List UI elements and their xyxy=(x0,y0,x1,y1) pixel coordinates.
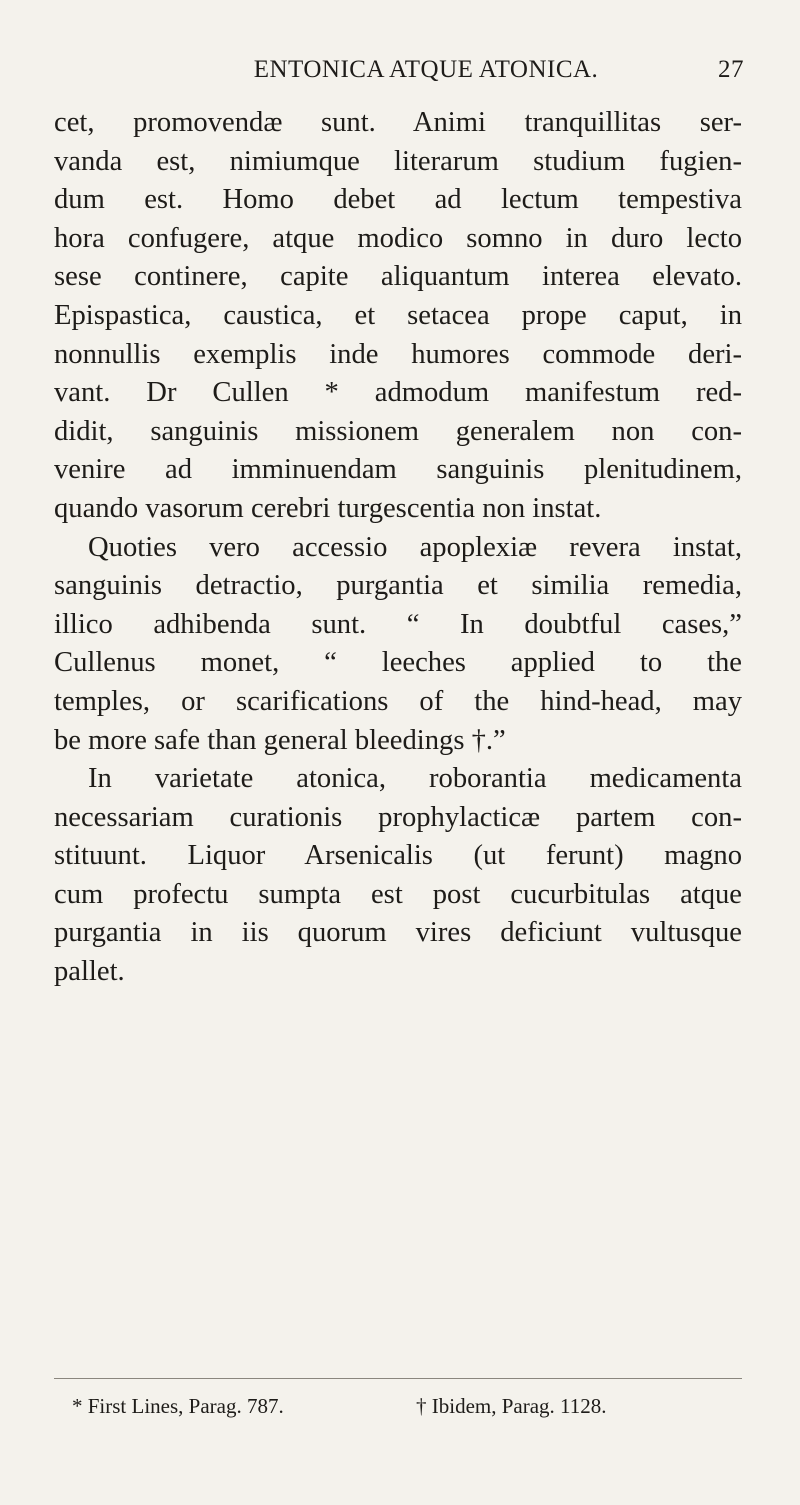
text-line: be more safe than general bleedings †.” xyxy=(54,724,506,756)
text-line: pallet. xyxy=(54,956,125,988)
text-line: dum est. Homo debet ad lectum tempestiva xyxy=(54,184,742,216)
running-head xyxy=(108,56,744,96)
text-line: cet, promovendæ sunt. Animi tranquillitas ser- xyxy=(54,107,742,138)
body-text xyxy=(54,104,742,992)
text-line: sanguinis detractio, purgantia et similia remedia, xyxy=(54,570,742,602)
text-line: stituunt. Liquor Arsenicalis (ut ferunt) magno xyxy=(54,840,742,872)
text-line: vanda est, nimiumque literarum studium fugien- xyxy=(54,145,742,177)
text-line: temples, or scarifications of the hind-head, may xyxy=(54,685,742,717)
page-number: 27 xyxy=(718,56,744,83)
text-line: Cullenus monet, “ leeches applied to the xyxy=(54,647,742,679)
text-line: necessariam curationis prophylacticæ partem con- xyxy=(54,801,742,833)
text-line: nonnullis exemplis inde humores commode deri- xyxy=(54,338,742,370)
text-line: Quoties vero accessio apoplexiæ revera instat, xyxy=(88,531,742,563)
text-line: vant. Dr Cullen * admodum manifestum red- xyxy=(54,377,742,409)
text-line: quando vasorum cerebri turgescentia non instat. xyxy=(54,492,602,524)
text-line: cum profectu sumpta est post cucurbitulas atque xyxy=(54,878,742,910)
text-line: Epispastica, caustica, et setacea prope caput, in xyxy=(54,299,742,331)
footnote-divider xyxy=(54,1378,742,1379)
footnote: † Ibidem, Parag. 1128. xyxy=(416,1394,607,1418)
text-line: hora confugere, atque modico somno in duro lecto xyxy=(54,222,742,254)
text-line: didit, sanguinis missionem generalem non con- xyxy=(54,415,742,447)
text-line: sese continere, capite aliquantum interea elevato. xyxy=(54,261,742,293)
text-line: venire ad imminuendam sanguinis plenitudinem, xyxy=(54,454,742,486)
footnote: * First Lines, Parag. 787. xyxy=(72,1394,284,1418)
text-line: In varietate atonica, roborantia medicamenta xyxy=(88,763,742,795)
text-line: purgantia in iis quorum vires deficiunt vultusque xyxy=(54,917,742,949)
running-title: ENTONICA ATQUE ATONICA. xyxy=(253,56,599,83)
text-line: illico adhibenda sunt. “ In doubtful cases,” xyxy=(54,608,742,640)
